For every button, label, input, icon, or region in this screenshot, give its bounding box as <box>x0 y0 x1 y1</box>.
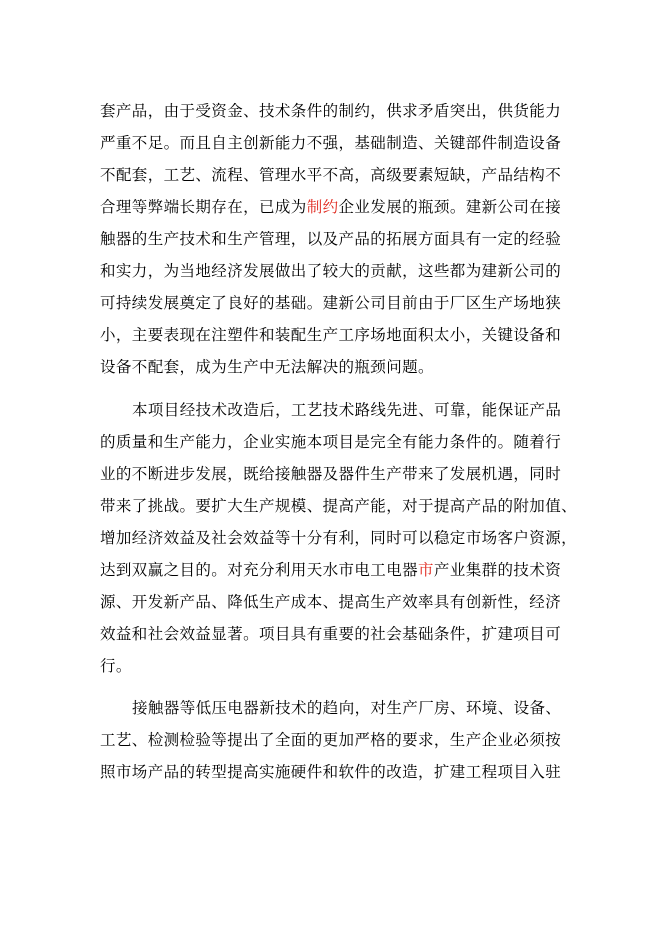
text-line <box>100 426 561 458</box>
highlighted-text: 市 <box>418 561 434 579</box>
text-segment: 设备不配套，成为生产中无法解决的瓶颈问题。 <box>100 358 434 376</box>
text-line <box>100 191 561 223</box>
text-segment: 不配套，工艺、流程、管理水平不高，高级要素短缺，产品结构不 <box>100 166 562 184</box>
text-line <box>100 554 561 586</box>
text-segment: 增加经济效益及社会效益等十分有利，同时可以稳定市场客户资源， <box>100 529 578 547</box>
text-line <box>100 159 561 191</box>
text-line <box>132 692 561 724</box>
text-line <box>132 394 561 426</box>
text-line <box>100 319 561 351</box>
text-segment: 可持续发展奠定了良好的基础。建新公司目前由于厂区生产场地狭 <box>100 294 562 312</box>
text-line <box>100 255 561 287</box>
text-line <box>100 458 561 490</box>
text-line <box>100 287 561 319</box>
text-segment: 的质量和生产能力，企业实施本项目是完全有能力条件的。随着行 <box>100 433 562 451</box>
text-line <box>100 618 561 650</box>
text-segment: 源、开发新产品、降低生产成本、提高生产效率具有创新性，经济 <box>100 593 562 611</box>
text-segment: 达到双赢之目的。对充分利用天水市电工电器 <box>100 561 419 579</box>
text-segment: 行。 <box>100 657 132 675</box>
text-segment: 套产品，由于受资金、技术条件的制约，供求矛盾突出，供货能力 <box>100 102 562 120</box>
text-segment: 照市场产品的转型提高实施硬件和软件的改造，扩建工程项目入驻 <box>100 763 562 781</box>
text-segment: 触器的生产技术和生产管理，以及产品的拓展方面具有一定的经验 <box>100 230 562 248</box>
text-line <box>100 351 434 383</box>
text-line <box>100 95 561 127</box>
text-line <box>100 586 561 618</box>
text-line <box>100 223 561 255</box>
text-line <box>100 724 561 756</box>
text-segment: 合理等弊端长期存在，已成为 <box>100 198 307 216</box>
text-segment: 本项目经技术改造后，工艺技术路线先进、可靠，能保证产品 <box>132 401 562 419</box>
highlighted-text: 制约 <box>306 198 339 216</box>
text-segment: 和实力，为当地经济发展做出了较大的贡献，这些都为建新公司的 <box>100 262 562 280</box>
text-line <box>100 756 561 788</box>
text-segment: 工艺、检测检验等提出了全面的更加严格的要求，生产企业必须按 <box>100 731 562 749</box>
text-line <box>100 650 132 682</box>
text-segment: 产业集群的技术资 <box>433 561 562 579</box>
text-segment: 小，主要表现在注塑件和装配生产工序场地面积太小，关键设备和 <box>100 326 562 344</box>
text-line <box>100 522 577 554</box>
text-segment: 接触器等低压电器新技术的趋向，对生产厂房、环境、设备、 <box>132 699 562 717</box>
text-segment: 企业发展的瓶颈。建新公司在接 <box>338 198 562 216</box>
text-segment: 严重不足。而且自主创新能力不强，基础制造、关键部件制造设备 <box>100 134 562 152</box>
text-segment: 业的不断进步发展，既给接触器及器件生产带来了发展机遇，同时 <box>100 465 562 483</box>
text-segment: 带来了挑战。要扩大生产规模、提高产能，对于提高产品的附加值、 <box>100 497 578 515</box>
text-segment: 效益和社会效益显著。项目具有重要的社会基础条件，扩建项目可 <box>100 625 562 643</box>
text-line <box>100 490 577 522</box>
text-line <box>100 127 561 159</box>
